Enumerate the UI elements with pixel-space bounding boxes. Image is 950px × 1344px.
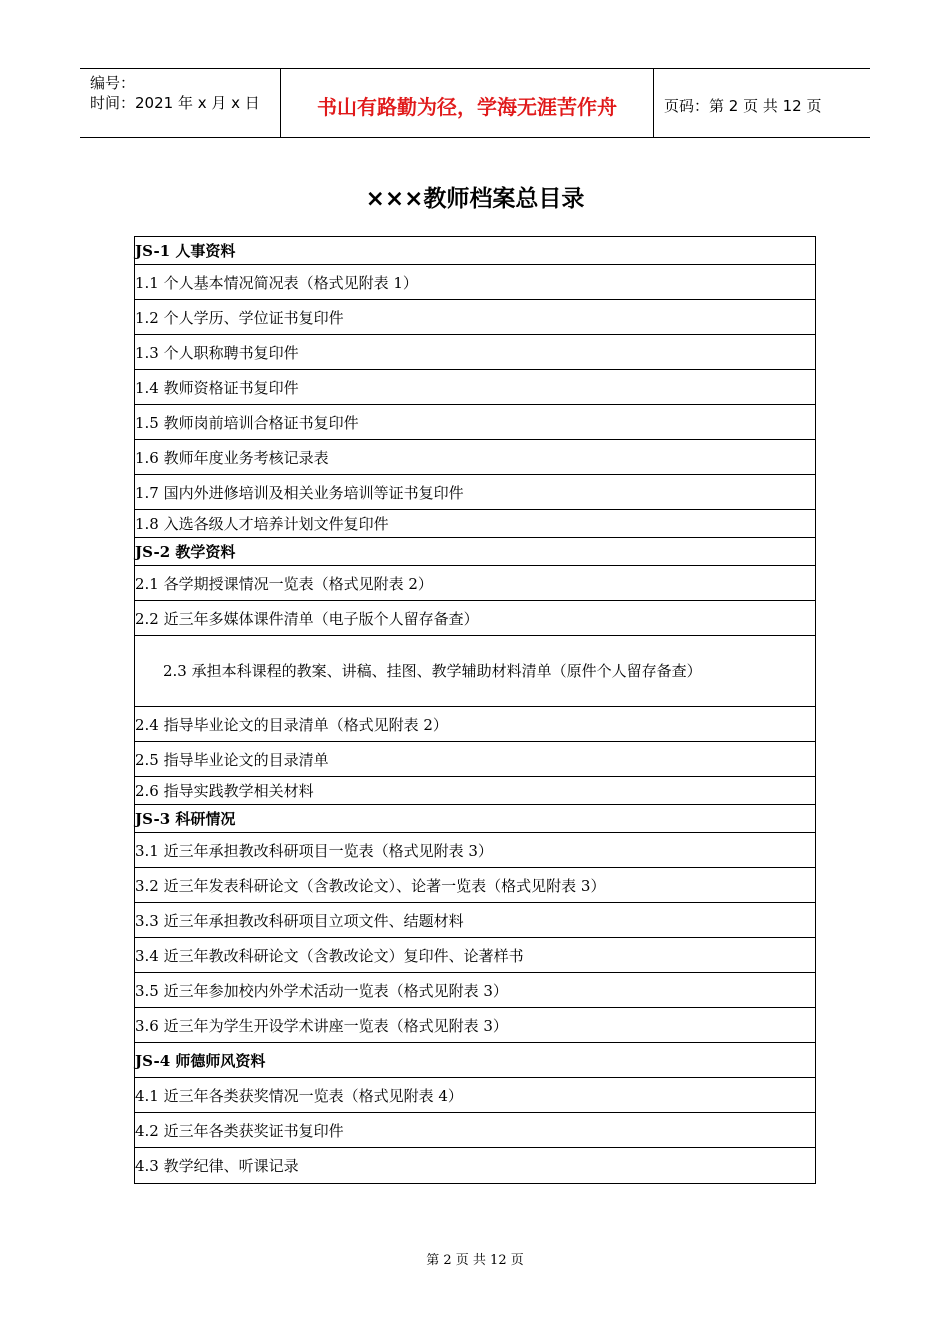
toc-item: 4.3 教学纪律、听课记录 — [135, 1148, 816, 1184]
toc-item: 2.4 指导毕业论文的目录清单（格式见附表 2） — [135, 707, 816, 742]
header-motto: 书山有路勤为径，学海无涯苦作舟 — [281, 69, 654, 137]
toc-item: 3.2 近三年发表科研论文（含教改论文）、论著一览表（格式见附表 3） — [135, 868, 816, 903]
page-header — [80, 68, 870, 138]
toc-item: 1.8 入选各级人才培养计划文件复印件 — [135, 510, 816, 538]
toc-item: 2.5 指导毕业论文的目录清单 — [135, 742, 816, 777]
document-title: ×××教师档案总目录 — [365, 186, 585, 212]
toc-item: 3.5 近三年参加校内外学术活动一览表（格式见附表 3） — [135, 973, 816, 1008]
toc-item: 4.1 近三年各类获奖情况一览表（格式见附表 4） — [135, 1078, 816, 1113]
section-heading: JS-2 教学资料 — [135, 538, 816, 566]
toc-table — [134, 236, 816, 1184]
toc-item: 2.1 各学期授课情况一览表（格式见附表 2） — [135, 566, 816, 601]
toc-item: 4.2 近三年各类获奖证书复印件 — [135, 1113, 816, 1148]
page-footer: 第 2 页 共 12 页 — [426, 1253, 524, 1268]
toc-item: 2.3 承担本科课程的教案、讲稿、挂图、教学辅助材料清单（原件个人留存备查） — [135, 636, 816, 707]
date-label: 时间：2021 年 x 月 x 日 — [90, 94, 260, 112]
toc-item: 1.1 个人基本情况简况表（格式见附表 1） — [135, 265, 816, 300]
toc-item: 1.5 教师岗前培训合格证书复印件 — [135, 405, 816, 440]
toc-item: 1.3 个人职称聘书复印件 — [135, 335, 816, 370]
toc-item: 1.2 个人学历、学位证书复印件 — [135, 300, 816, 335]
number-label: 编号： — [90, 74, 136, 92]
header-page-info: 页码：第 2 页 共 12 页 — [664, 96, 822, 115]
toc-item: 1.6 教师年度业务考核记录表 — [135, 440, 816, 475]
toc-item: 1.7 国内外进修培训及相关业务培训等证书复印件 — [135, 475, 816, 510]
section-heading: JS-3 科研情况 — [135, 805, 816, 833]
section-heading: JS-1 人事资料 — [135, 237, 816, 265]
toc-item: 2.2 近三年多媒体课件清单（电子版个人留存备查） — [135, 601, 816, 636]
toc-item: 3.4 近三年教改科研论文（含教改论文）复印件、论著样书 — [135, 938, 816, 973]
toc-item: 1.4 教师资格证书复印件 — [135, 370, 816, 405]
header-meta — [80, 69, 281, 137]
section-heading: JS-4 师德师风资料 — [135, 1043, 816, 1078]
toc-item: 2.6 指导实践教学相关材料 — [135, 777, 816, 805]
toc-item: 3.3 近三年承担教改科研项目立项文件、结题材料 — [135, 903, 816, 938]
toc-item: 3.6 近三年为学生开设学术讲座一览表（格式见附表 3） — [135, 1008, 816, 1043]
toc-item: 3.1 近三年承担教改科研项目一览表（格式见附表 3） — [135, 833, 816, 868]
